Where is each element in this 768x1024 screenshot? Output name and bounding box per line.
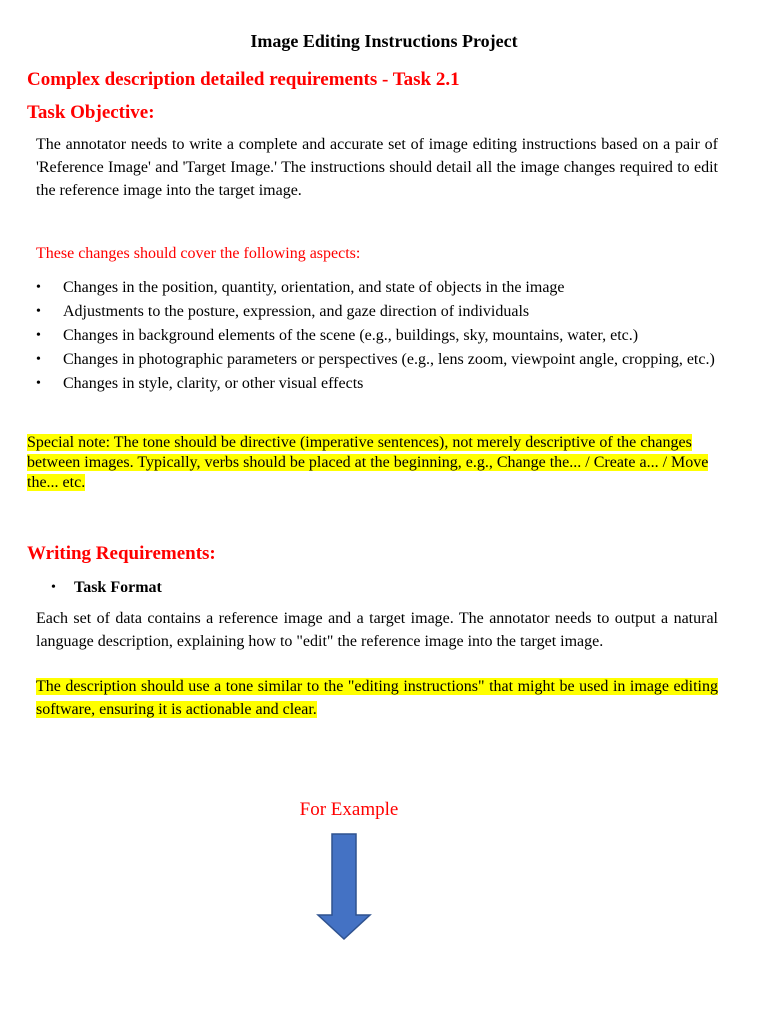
list-item-text: Changes in style, clarity, or other visual effects (63, 375, 364, 392)
for-example-label: For Example (299, 799, 399, 820)
down-arrow-icon (316, 833, 372, 941)
bullet-icon: • (36, 376, 41, 391)
task-objective-heading: Task Objective: (27, 102, 155, 123)
highlighted-instruction-text: The description should use a tone similar to the "editing instructions" that might be used in image editing software, ensuring it is actionable and clear. (36, 678, 718, 718)
list-item (0, 276, 718, 299)
bullet-icon: • (36, 280, 41, 295)
down-arrow-shape (318, 834, 370, 939)
bullet-icon: • (36, 328, 41, 343)
list-item (0, 324, 718, 347)
bullet-icon: • (36, 352, 41, 367)
aspects-intro: These changes should cover the following aspects: (36, 245, 361, 262)
special-note-text: Special note: The tone should be directive (imperative sentences), not merely descriptive of the changes between images. Typically, verbs should be placed at the beginning, e.g., Change the... / Create a... / Move the... etc. (27, 434, 709, 491)
bullet-icon: • (36, 304, 41, 319)
list-item (0, 372, 718, 395)
task-subtitle: Complex description detailed requirements - Task 2.1 (27, 69, 460, 90)
list-item-text: Changes in background elements of the scene (e.g., buildings, sky, mountains, water, etc.) (63, 327, 639, 344)
list-item-text: Changes in photographic parameters or perspectives (e.g., lens zoom, viewpoint angle, cropping, etc.) (63, 351, 715, 368)
task-format-paragraph: Each set of data contains a reference image and a target image. The annotator needs to output a natural language description, explaining how to "edit" the reference image into the target image. (36, 610, 718, 650)
list-item-text: Changes in the position, quantity, orientation, and state of objects in the image (63, 279, 565, 296)
writing-requirements-heading: Writing Requirements: (27, 543, 216, 564)
list-item-text: Adjustments to the posture, expression, and gaze direction of individuals (63, 303, 530, 320)
task-objective-paragraph: The annotator needs to write a complete and accurate set of image editing instructions based on a pair of 'Reference Image' and 'Target Image.' The instructions should detail all the image changes required to edit the reference image into the target image. (36, 136, 718, 199)
special-note (27, 433, 719, 493)
task-format-label: Task Format (74, 579, 162, 596)
list-item (0, 348, 718, 371)
highlighted-instruction (36, 675, 718, 721)
bullet-icon: • (51, 580, 56, 595)
document-title: Image Editing Instructions Project (250, 31, 518, 51)
list-item (0, 300, 718, 323)
aspects-list (0, 276, 768, 396)
